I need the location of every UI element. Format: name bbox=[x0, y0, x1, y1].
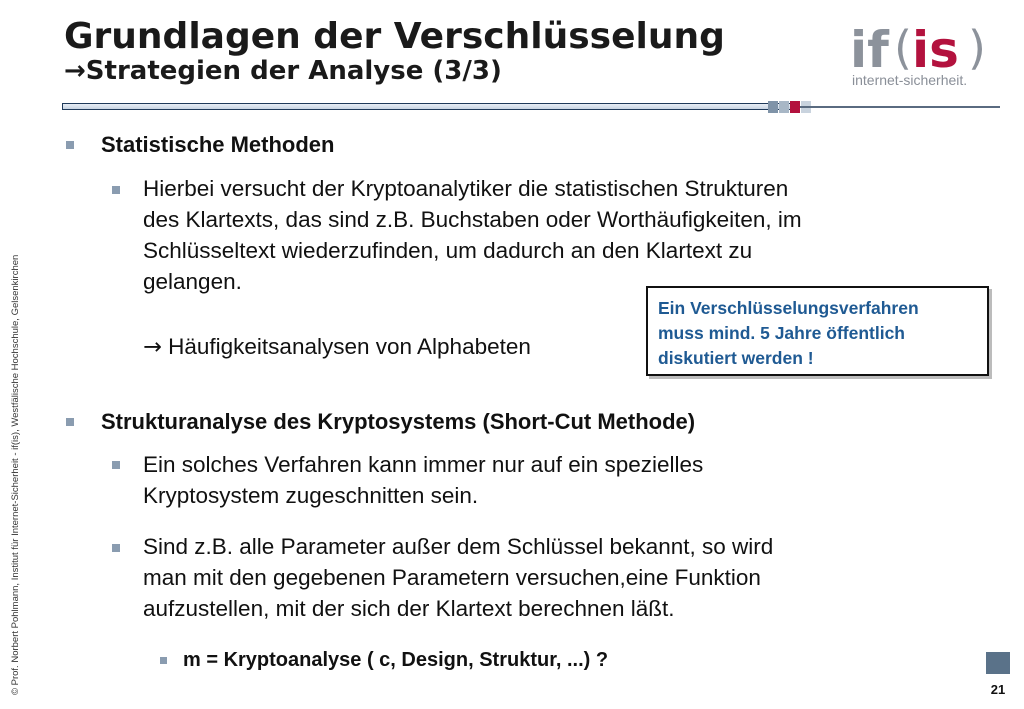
section2-item-1 bbox=[143, 449, 703, 511]
text-line: Kryptosystem zugeschnitten sein. bbox=[143, 483, 479, 508]
arrow-icon: → bbox=[64, 55, 86, 86]
title-line-2 bbox=[64, 55, 725, 86]
logo-if: if bbox=[850, 21, 889, 79]
section1-result bbox=[143, 331, 531, 363]
bullet-icon bbox=[66, 141, 74, 149]
rule-square bbox=[779, 101, 789, 113]
text-line: des Klartexts, das sind z.B. Buchstaben oder Worthäufigkeiten, im bbox=[143, 207, 802, 232]
bullet-icon bbox=[160, 657, 167, 664]
section-heading-structure: Strukturanalyse des Kryptosystems (Short-Cut Methode) bbox=[101, 409, 696, 434]
logo-open-paren: ( bbox=[894, 21, 912, 75]
copyright-notice: © Prof. Norbert Pohlmann, Institut für Internet-Sicherheit - if(is), Westfälische Hochschule, Gelsenkirchen bbox=[10, 254, 21, 695]
section1-item-1 bbox=[143, 173, 802, 297]
text-line: Ein solches Verfahren kann immer nur auf ein spezielles bbox=[143, 452, 704, 477]
logo-tagline: internet-sicherheit. bbox=[852, 72, 968, 88]
logo-is: is bbox=[912, 21, 959, 79]
formula: m = Kryptoanalyse ( c, Design, Struktur, ...) ? bbox=[183, 649, 609, 671]
text-line: Hierbei versucht der Kryptoanalytiker die statistischen Strukturen bbox=[143, 176, 789, 201]
rule-square bbox=[768, 101, 778, 113]
section2-item-2 bbox=[143, 531, 773, 624]
bullet-icon bbox=[112, 186, 120, 194]
page-number: 21 bbox=[990, 682, 1006, 697]
text-line: aufzustellen, mit der sich der Klartext berechnen läßt. bbox=[143, 596, 675, 621]
rule-line-end bbox=[800, 106, 1000, 108]
text-line: Schlüsseltext wiederzufinden, um dadurch an den Klartext zu bbox=[143, 238, 753, 263]
callout-box bbox=[646, 286, 989, 376]
text-line: gelangen. bbox=[143, 269, 242, 294]
logo-close-paren: ) bbox=[968, 21, 986, 75]
callout-line: diskutiert werden ! bbox=[658, 348, 814, 368]
arrow-icon: → bbox=[143, 334, 162, 360]
slide-title bbox=[64, 18, 725, 85]
text-line: man mit den gegebenen Parametern versuchen,eine Funktion bbox=[143, 565, 761, 590]
section-heading-statistical: Statistische Methoden bbox=[101, 132, 335, 157]
text-line: Sind z.B. alle Parameter außer dem Schlüssel bekannt, so wird bbox=[143, 534, 774, 559]
bullet-icon bbox=[66, 418, 74, 426]
rule-square bbox=[790, 101, 800, 113]
title-line-2-text: Strategien der Analyse (3/3) bbox=[85, 55, 502, 86]
bullet-icon bbox=[112, 544, 120, 552]
bullet-icon bbox=[112, 461, 120, 469]
title-line-1: Grundlagen der Verschlüsselung bbox=[64, 16, 725, 57]
result-text: Häufigkeitsanalysen von Alphabeten bbox=[168, 334, 531, 359]
title-rule bbox=[62, 103, 798, 110]
page-marker bbox=[986, 652, 1010, 674]
callout-line: Ein Verschlüsselungsverfahren bbox=[658, 298, 919, 318]
callout-text bbox=[658, 296, 984, 371]
callout-line: muss mind. 5 Jahre öffentlich bbox=[658, 323, 905, 343]
